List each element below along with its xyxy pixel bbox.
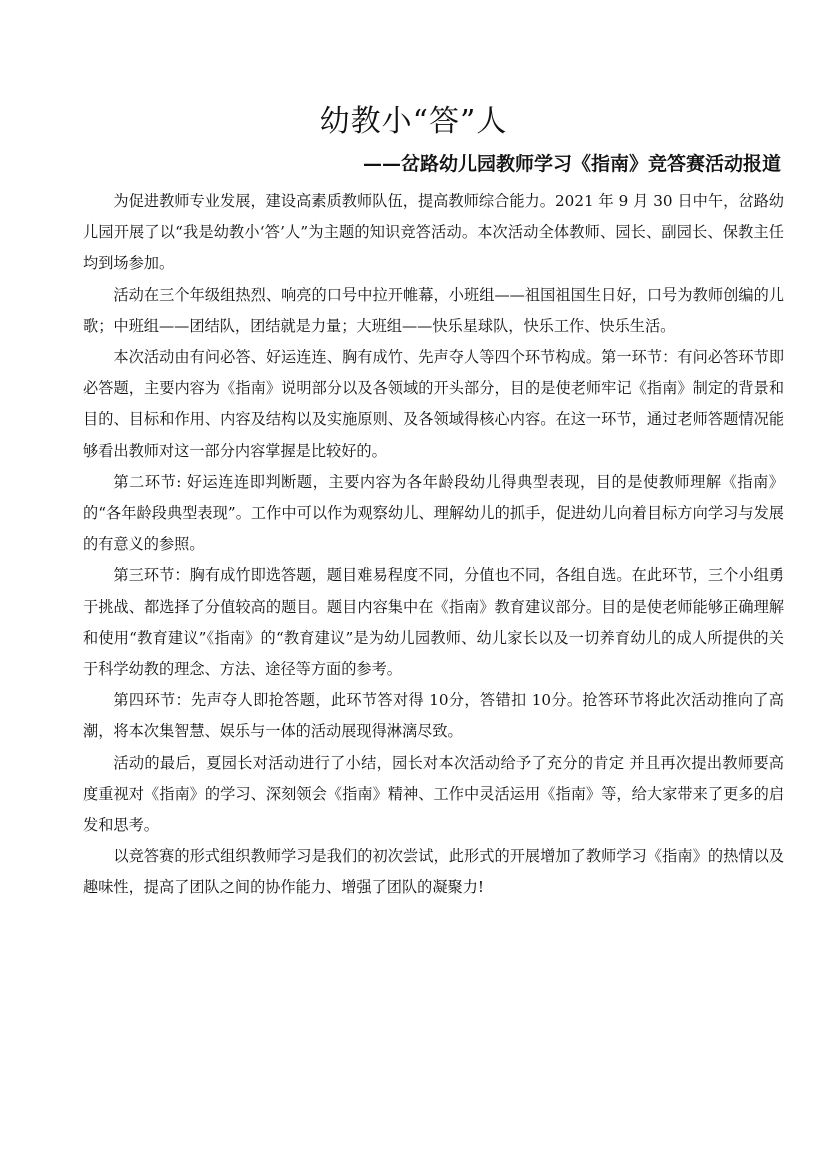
paragraph-opening: 活动在三个年级组热烈、响亮的口号中拉开帷幕，小班组——祖国祖国生日好，口号为教师创编的儿歌；中班组——团结队，团结就是力量；大班组——快乐星球队，快乐工作、快乐生活。	[83, 285, 784, 335]
paragraph-intro: 为促进教师专业发展，建设高素质教师队伍，提高教师综合能力。2021 年 9 月 30 日中午，岔路幼儿园开展了以“我是幼教小‘答’人”为主题的知识竞答活动。本次活动全体教师、园长、副园长、保教主任均到场参加。	[83, 192, 784, 273]
paragraph-round-four: 第四环节：先声夺人即抢答题，此环节答对得 10分，答错扣 10分。抢答环节将此次活动推向了高潮，将本次集智慧、娱乐与一体的活动展现得淋漓尽致。	[83, 691, 784, 741]
paragraph-summary: 活动的最后，夏园长对活动进行了小结，园长对本次活动给予了充分的肯定 并且再次提出教师要高度重视对《指南》的学习、深刻领会《指南》精神、工作中灵活运用《指南》等，给大家带来了更多的启发和思考。	[83, 753, 784, 835]
document-title: 幼教小“答”人	[319, 104, 508, 139]
paragraph-round-one: 本次活动由有问必答、好运连连、胸有成竹、先声夺人等四个环节构成。第一环节：有问必答环节即必答题，主要内容为《指南》说明部分以及各领域的开头部分，目的是使老师牢记《指南》制定的背景和目的、目标和作用、内容及结构以及实施原则、及各领域得核心内容。在这一环节，通过老师答题情况能够看出教师对这一部分内容掌握是比较好的。	[83, 348, 784, 460]
paragraph-conclusion: 以竞答赛的形式组织教师学习是我们的初次尝试，此形式的开展增加了教师学习《指南》的热情以及趣味性，提高了团队之间的协作能力、增强了团队的凝聚力!	[83, 847, 784, 897]
document-subtitle: ——岔路幼儿园教师学习《指南》竞答赛活动报道	[362, 153, 781, 175]
article-body	[83, 186, 784, 904]
paragraph-round-two: 第二环节: 好运连连即判断题，主要内容为各年龄段幼儿得典型表现，目的是使教师理解《指南》的“各年龄段典型表现”。工作中可以作为观察幼儿、理解幼儿的抓手，促进幼儿向着目标方向学习与发展的有意义的参照。	[83, 472, 784, 554]
paragraph-round-three: 第三环节：胸有成竹即选答题，题目难易程度不同，分值也不同，各组自选。在此环节，三个小组勇于挑战、都选择了分值较高的题目。题目内容集中在《指南》教育建议部分。目的是使老师能够正确理解和使用“教育建议”《指南》的“教育建议”是为幼儿园教师、幼儿家长以及一切养育幼儿的成人所提供的关于科学幼教的理念、方法、途径等方面的参考。	[83, 566, 784, 679]
